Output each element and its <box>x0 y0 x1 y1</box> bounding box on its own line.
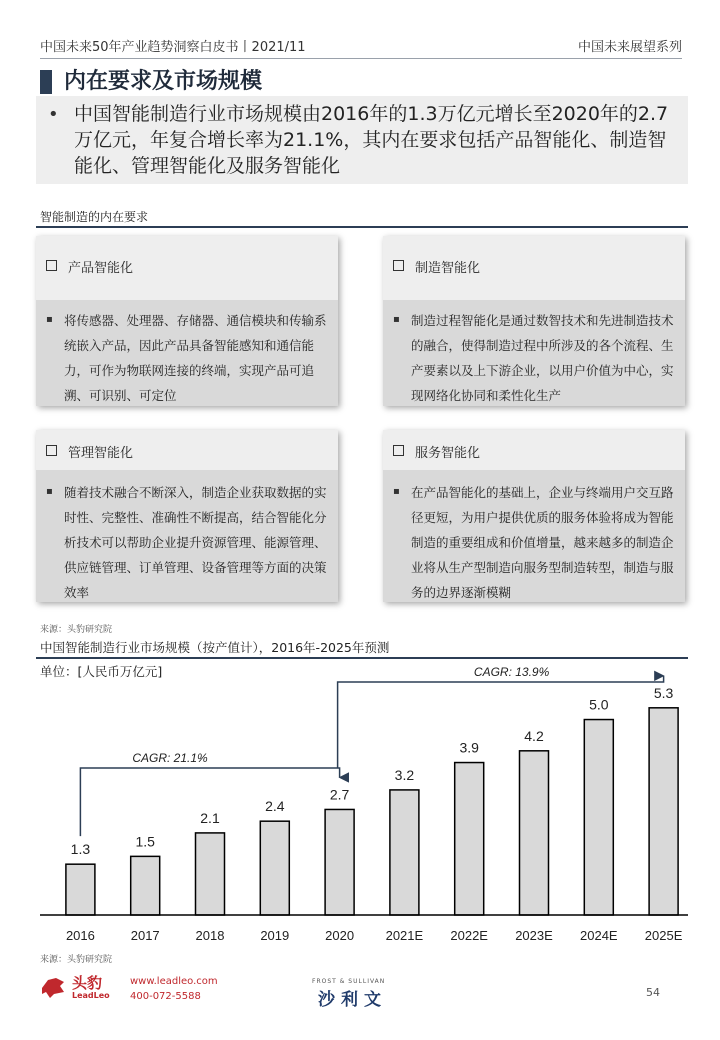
data-label: 2.1 <box>200 809 220 826</box>
summary-bullet: • <box>48 104 59 125</box>
x-tick-label: 2023E <box>515 928 553 943</box>
bar-2025E <box>649 708 678 915</box>
bar-2020 <box>325 809 354 915</box>
header-right: 中国未来展望系列 <box>577 40 682 55</box>
chart-title: 中国智能制造行业市场规模（按产值计），2016年-2025年预测 <box>40 640 390 655</box>
x-tick-label: 2018 <box>195 928 225 943</box>
x-tick-label: 2025E <box>644 928 683 943</box>
data-label: 5.3 <box>653 684 674 701</box>
x-tick-label: 2017 <box>130 928 160 943</box>
section-label: 智能制造的内在要求 <box>40 210 149 224</box>
card-text: 随着技术融合不断深入，制造企业获取数据的实时性、完整性、准确性不断提高，结合智能化分析技术可以帮助企业提升资源管理、能源管理、供应链管理、订单管理、设备管理等方面的决策效率 <box>64 485 327 600</box>
leopard-logo-icon <box>40 974 66 1000</box>
cagr-arrow-2 <box>338 676 664 768</box>
brand-name: 头豹 <box>72 974 103 992</box>
data-label: 3.2 <box>394 766 415 783</box>
brand-name-en: LeadLeo <box>72 991 110 1000</box>
header-left: 中国未来50年产业趋势洞察白皮书丨2021/11 <box>40 40 306 55</box>
bullet-icon: ▪ <box>393 486 400 497</box>
partner-name-cn: 沙利文 <box>318 990 387 1010</box>
source-note: 来源：头豹研究院 <box>40 625 113 635</box>
chart-unit: 单位：[人民币万亿元] <box>40 664 163 679</box>
bar-2017 <box>131 856 160 915</box>
x-tick-label: 2020 <box>325 928 355 943</box>
card-text: 将传感器、处理器、存储器、通信模块和传输系统嵌入产品，因此产品具备智能感知和通信能力，可作为物联网连接的终端，实现产品可追溯、可识别、可定位 <box>64 313 327 403</box>
card-title: 产品智能化 <box>68 261 134 276</box>
bar-2018 <box>196 833 225 915</box>
bullet-icon: ▪ <box>393 314 400 325</box>
page-number: 54 <box>646 986 660 999</box>
bar-2016 <box>66 864 95 915</box>
bar-2023E <box>520 751 549 915</box>
bar-2021E <box>390 790 419 915</box>
bar-2024E <box>584 720 613 915</box>
card-title: 管理智能化 <box>68 446 134 461</box>
data-label: 1.5 <box>135 833 155 850</box>
data-label: 4.2 <box>524 727 544 744</box>
card-text: 在产品智能化的基础上，企业与终端用户交互路径更短，为用户提供优质的服务体验将成为智能制造的重要组成和价值增量，越来越多的制造企业将从生产型制造向服务型制造转型，制造与服务的边界逐渐模糊 <box>411 485 674 600</box>
summary-text: 中国智能制造行业市场规模由2016年的1.3万亿元增长至2020年的2.7万亿元，年复合增长率为21.1%，其内在要求包括产品智能化、制造智能化、管理智能化及服务智能化 <box>74 103 669 177</box>
x-tick-label: 2016 <box>65 928 95 943</box>
x-tick-label: 2019 <box>260 928 290 943</box>
data-label: 3.9 <box>459 739 479 756</box>
bar-2022E <box>455 763 484 915</box>
footer-phone: 400-072-5588 <box>130 991 201 1002</box>
cagr-label-1: CAGR: 21.1% <box>132 751 208 765</box>
cagr-label-2: CAGR: 13.9% <box>473 665 550 679</box>
x-tick-label: 2021E <box>385 928 424 943</box>
card-title: 服务智能化 <box>415 446 481 461</box>
footer-url[interactable]: www.leadleo.com <box>130 976 218 987</box>
data-label: 1.3 <box>70 841 91 858</box>
data-label: 2.4 <box>265 798 285 815</box>
bullet-icon: ▪ <box>46 486 53 497</box>
x-tick-label: 2024E <box>580 928 618 943</box>
x-tick-label: 2022E <box>450 928 488 943</box>
card-text: 制造过程智能化是通过数智技术和先进制造技术的融合，使得制造过程中所涉及的各个流程、生产要素以及上下游企业，以用户价值为中心，实现网络化协同和柔性化生产 <box>411 313 674 403</box>
bar-2019 <box>260 821 289 915</box>
data-label: 2.7 <box>329 786 350 803</box>
chart-source-note: 来源：头豹研究院 <box>40 955 113 965</box>
partner-name-en: FROST & SULLIVAN <box>312 978 386 985</box>
card-title: 制造智能化 <box>415 261 481 276</box>
data-label: 5.0 <box>589 696 609 713</box>
page-title: 内在要求及市场规模 <box>64 69 263 94</box>
bullet-icon: ▪ <box>46 314 53 325</box>
cagr-arrow-1 <box>80 768 339 836</box>
